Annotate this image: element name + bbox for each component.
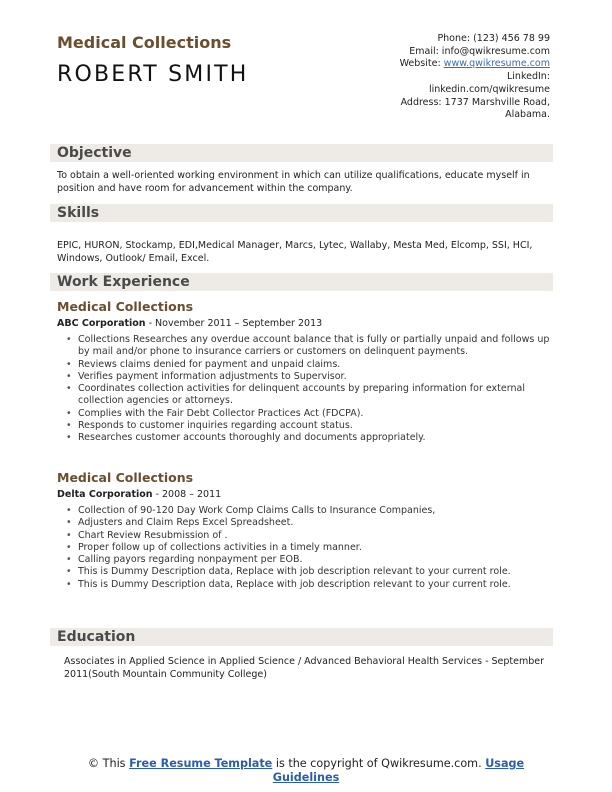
job-company-line — [57, 489, 221, 500]
job-bullet: • Coordinates collection activities for delinquent accounts by preparing information for external collection agencies or attorneys. — [57, 383, 552, 408]
contact-linkedin-label: LinkedIn: — [506, 71, 550, 83]
contact-email: Email: info@qwikresume.com — [409, 45, 550, 57]
job-company: Delta Corporation — [57, 489, 153, 500]
website-link[interactable]: www.qwikresume.com — [443, 58, 550, 70]
skills-section-header — [50, 204, 553, 222]
job-bullet: • Reviews claims denied for payment and unpaid claims. — [57, 359, 552, 371]
education-text: Associates in Applied Science in Applied Science / Advanced Behavioral Health Services - September 2011(South Mountain Community College) — [64, 656, 545, 680]
job-company-line — [57, 318, 322, 329]
contact-phone: Phone: (123) 456 78 99 — [437, 33, 550, 44]
job-bullet: • Complies with the Fair Debt Collector Practices Act (FDCPA). — [57, 408, 552, 420]
work-heading: Work Experience — [57, 274, 190, 290]
job-title: Medical Collections — [57, 470, 194, 485]
footer-copyright — [60, 757, 552, 785]
job-company: ABC Corporation — [57, 318, 146, 329]
contact-linkedin-url: linkedin.com/qwikresume — [428, 83, 550, 95]
job-bullet: • Chart Review Resubmission of . — [57, 530, 552, 542]
skills-heading: Skills — [57, 205, 100, 221]
work-section-header — [50, 273, 553, 291]
job-bullet-list — [57, 505, 552, 591]
job-bullet: • Calling payors regarding nonpayment per EOB. — [57, 554, 552, 566]
job-dates: - 2008 – 2011 — [152, 489, 222, 500]
contact-address-line2: Alabama. — [505, 109, 550, 121]
job-dates: - November 2011 – September 2013 — [145, 318, 323, 329]
contact-block — [310, 33, 550, 122]
education-section-header — [50, 628, 553, 646]
footer-middle: is the copyright of Qwikresume.com. — [272, 757, 486, 770]
free-resume-template-link[interactable]: Free Resume Template — [129, 757, 273, 770]
job-title: Medical Collections — [57, 299, 194, 314]
contact-website-label: Website: — [399, 58, 444, 70]
contact-website — [310, 58, 550, 71]
job-bullet: • This is Dummy Description data, Replace with job description relevant to your current role. — [57, 566, 552, 578]
footer-prefix: © This — [87, 757, 130, 770]
education-heading: Education — [57, 629, 136, 645]
candidate-name: ROBERT SMITH — [57, 62, 249, 87]
usage-guidelines-link[interactable]: Usage Guidelines — [272, 757, 525, 784]
job-bullet: • Proper follow up of collections activities in a timely manner. — [57, 542, 552, 554]
job-bullet: • Verifies payment information adjustments to Supervisor. — [57, 371, 552, 383]
job-bullet: • Researches customer accounts thoroughly and documents appropriately. — [57, 432, 552, 444]
job-bullet: • Responds to customer inquiries regarding account status. — [57, 420, 552, 432]
job-bullet: • This is Dummy Description data, Replace with job description relevant to your current role. — [57, 579, 552, 591]
job-bullet-list — [57, 334, 552, 445]
objective-text: To obtain a well-oriented working environment in which can utilize qualifications, educate myself in position and have room for advancement within the company. — [57, 170, 530, 194]
skills-text: EPIC, HURON, Stockamp, EDI,Medical Manager, Marcs, Lytec, Wallaby, Mesta Med, Elcomp, SSI, HCI, Windows, Outlook/ Email, Excel. — [57, 240, 533, 264]
job-bullet: • Collections Researches any overdue account balance that is fully or partially unpaid and follows up by mail and/or phone to insurance carriers or customers on delinquent payments. — [57, 334, 552, 359]
objective-section-header — [50, 144, 553, 162]
job-bullet: • Adjusters and Claim Reps Excel Spreadsheet. — [57, 517, 552, 529]
resume-job-title: Medical Collections — [57, 33, 232, 52]
job-bullet: • Collection of 90-120 Day Work Comp Claims Calls to Insurance Companies, — [57, 505, 552, 517]
objective-heading: Objective — [57, 145, 132, 161]
contact-address-line1: Address: 1737 Marshville Road, — [400, 96, 550, 108]
